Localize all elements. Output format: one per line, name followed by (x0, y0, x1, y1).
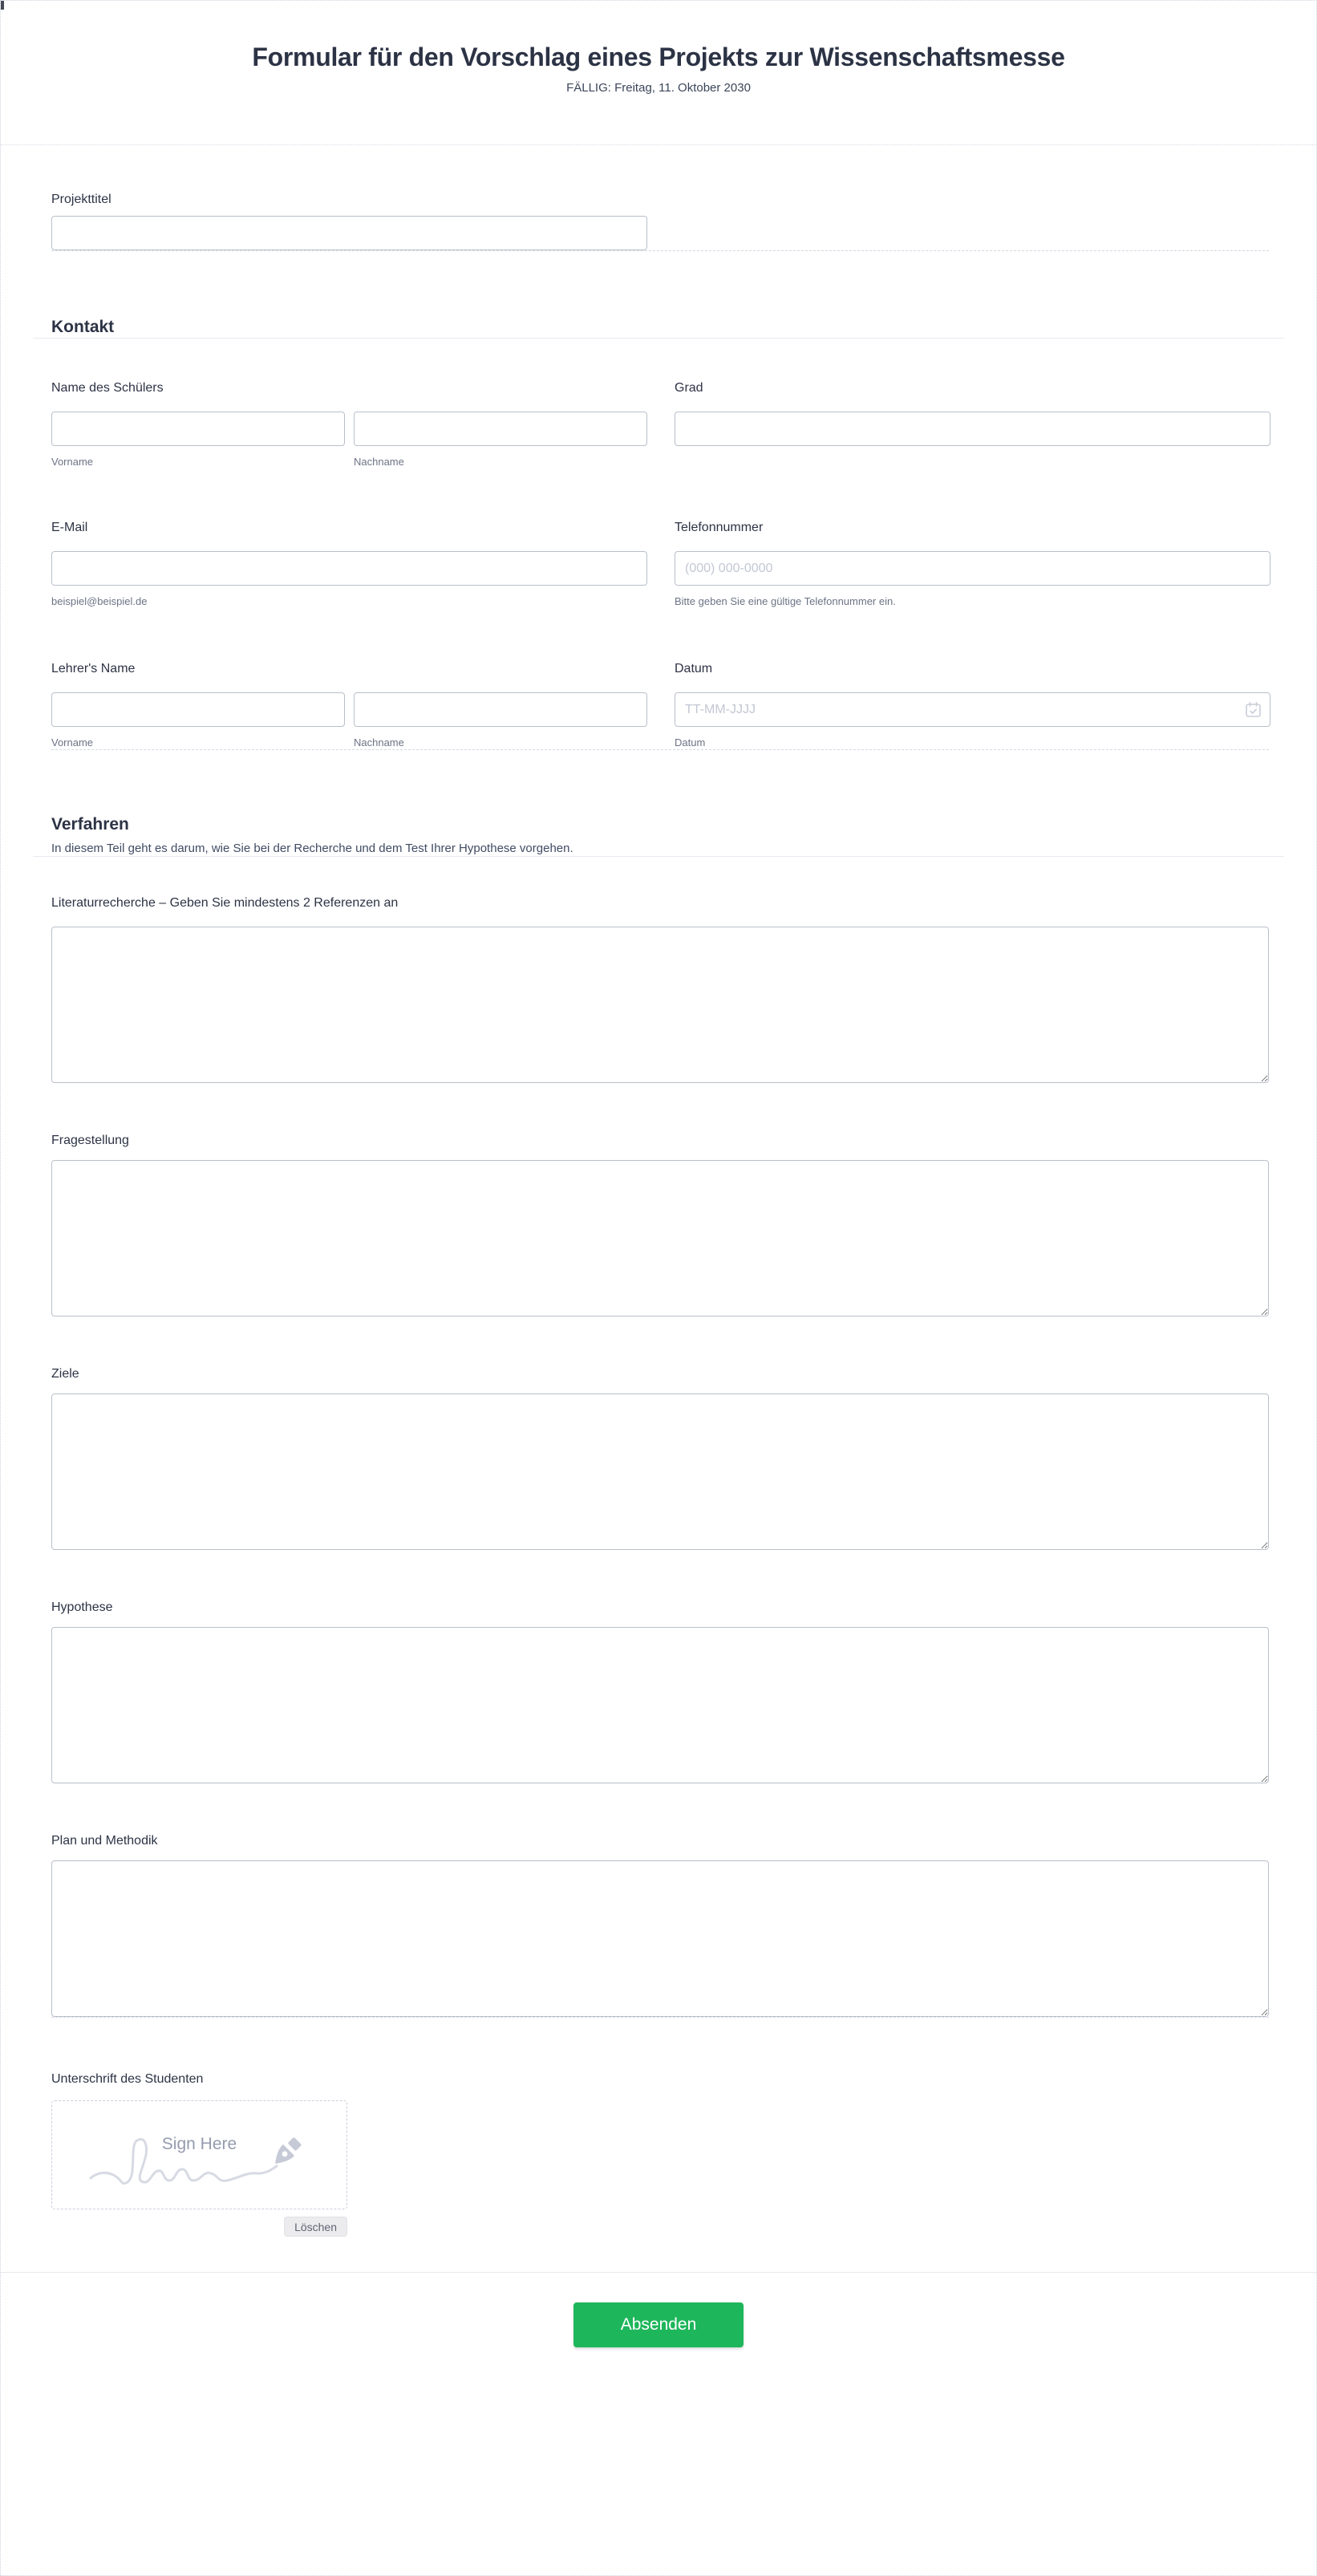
field-lehrers-name (51, 661, 647, 749)
name-sublabels (51, 446, 647, 469)
pen-nib-icon (269, 2136, 303, 2169)
lehrer-subrow (51, 692, 647, 727)
datum-input[interactable] (675, 692, 1270, 727)
fragestellung-label: Fragestellung (51, 1134, 129, 1147)
lehrer-last-sublabel: Nachname (354, 736, 404, 748)
lehrer-label: Lehrer's Name (51, 662, 136, 675)
plan-textarea[interactable] (51, 1860, 1269, 2017)
field-ziele (51, 1366, 1269, 1550)
field-email (51, 520, 647, 608)
name-first-sublabel: Vorname (51, 456, 94, 468)
lehrer-sublabels (51, 727, 647, 749)
signature-pad[interactable] (51, 2100, 347, 2209)
datum-sublabel: Datum (675, 736, 706, 748)
name-subrow (51, 412, 647, 446)
name-label: Name des Schülers (51, 381, 164, 395)
field-datum (675, 661, 1270, 749)
signature-actions (51, 2217, 347, 2237)
telefon-hint: Bitte geben Sie eine gültige Telefonnummer ein. (675, 595, 896, 607)
submit-button[interactable]: Absenden (573, 2302, 744, 2347)
field-telefonnummer (675, 520, 1270, 608)
form-due-date: FÄLLIG: Freitag, 11. Oktober 2030 (566, 81, 751, 95)
signature-clear-button[interactable]: Löschen (284, 2217, 347, 2237)
page-break-divider (51, 749, 1269, 750)
ziele-label: Ziele (51, 1367, 79, 1381)
datum-input-wrap (675, 692, 1270, 727)
name-last-input[interactable] (354, 412, 647, 446)
hypothese-textarea[interactable] (51, 1627, 1269, 1783)
field-projekttitel (51, 192, 1269, 250)
section-divider (33, 856, 1284, 857)
row-email-telefon (51, 520, 1269, 608)
row-name-grad (51, 380, 1269, 469)
row-lehrer-datum (51, 661, 1269, 749)
form-title: Formular für den Vorschlag eines Projekts zur Wissenschaftsmesse (252, 43, 1065, 71)
datum-label: Datum (675, 662, 713, 675)
fragestellung-textarea[interactable] (51, 1160, 1269, 1316)
page-break-divider (51, 250, 1269, 251)
projekttitel-input[interactable] (51, 216, 647, 250)
lehrer-last-input[interactable] (354, 692, 647, 727)
field-grad (675, 380, 1270, 446)
form-body (1, 192, 1316, 2273)
signature-squiggle (52, 2101, 346, 2209)
email-input[interactable] (51, 551, 647, 586)
name-first-input[interactable] (51, 412, 345, 446)
telefon-input[interactable] (675, 551, 1270, 586)
corner-artifact (1, 1, 4, 10)
grad-label: Grad (675, 381, 703, 395)
form-header (1, 1, 1316, 145)
section-divider (33, 338, 1284, 339)
ziele-textarea[interactable] (51, 1393, 1269, 1550)
lehrer-first-sublabel: Vorname (51, 736, 94, 748)
calendar-check-icon[interactable] (1245, 701, 1262, 718)
name-last-sublabel: Nachname (354, 456, 404, 468)
email-label: E-Mail (51, 521, 88, 534)
verfahren-heading: Verfahren (51, 815, 129, 834)
field-hypothese (51, 1600, 1269, 1783)
sign-here-text: Sign Here (161, 2135, 237, 2153)
field-plan-und-methodik (51, 1833, 1269, 2017)
lehrer-first-input[interactable] (51, 692, 345, 727)
field-literaturrecherche (51, 895, 1269, 1083)
hypothese-label: Hypothese (51, 1600, 113, 1614)
literatur-textarea[interactable] (51, 927, 1269, 1083)
telefon-label: Telefonnummer (675, 521, 764, 534)
projekttitel-label: Projekttitel (51, 193, 111, 206)
literatur-label: Literaturrecherche – Geben Sie mindestens 2 Referenzen an (51, 896, 399, 910)
field-name-des-schuelers (51, 380, 647, 469)
email-hint: beispiel@beispiel.de (51, 595, 148, 607)
field-fragestellung (51, 1133, 1269, 1316)
plan-label: Plan und Methodik (51, 1834, 158, 1848)
form-footer (1, 2273, 1316, 2347)
page-break-divider (51, 2017, 1269, 2018)
kontakt-heading: Kontakt (51, 318, 115, 336)
verfahren-description: In diesem Teil geht es darum, wie Sie bei der Recherche und dem Test Ihrer Hypothese vorgehen. (51, 842, 573, 855)
grad-input[interactable] (675, 412, 1270, 446)
unterschrift-label: Unterschrift des Studenten (51, 2072, 204, 2086)
